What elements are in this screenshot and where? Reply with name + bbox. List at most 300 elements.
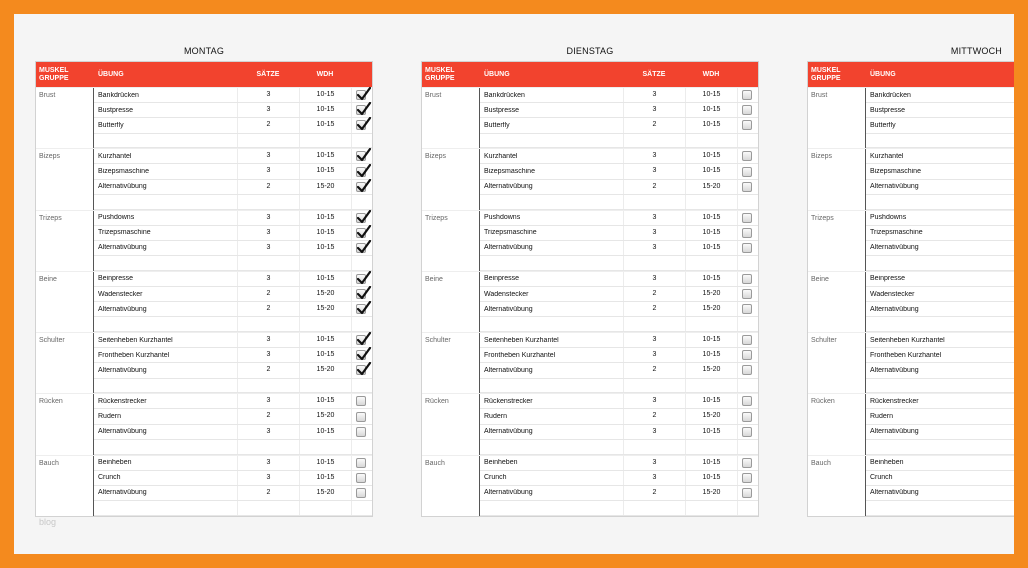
exercise-reps: 15-20: [299, 363, 351, 377]
spacer-row: [866, 317, 1014, 332]
exercise-name: Wadenstecker: [98, 290, 143, 298]
exercise-sets: 3: [623, 456, 685, 470]
header-exercise: ÜBUNG: [98, 71, 124, 78]
muscle-group: [36, 87, 372, 148]
exercise-name: Crunch: [870, 474, 893, 482]
muscle-group: [422, 210, 758, 271]
exercise-reps: 10-15: [685, 425, 737, 439]
exercise-reps: 10-15: [299, 394, 351, 408]
muscle-group-name: Brust: [36, 88, 94, 148]
watermark: blog: [39, 517, 57, 527]
exercise-row: [94, 287, 372, 302]
muscle-group: [808, 393, 1014, 454]
exercise-reps: 10-15: [299, 333, 351, 347]
exercise-sets: 3: [623, 164, 685, 178]
exercise-reps: 10-15: [299, 164, 351, 178]
day-dienstag: [421, 45, 759, 517]
done-checkbox-cell: [351, 272, 370, 286]
exercise-sets: 3: [237, 272, 299, 286]
done-checkbox-cell: [737, 333, 756, 347]
exercise-row: [94, 211, 372, 226]
muscle-group-name: Bizeps: [422, 149, 480, 209]
exercise-row: [94, 456, 372, 471]
exercise-row: [480, 226, 758, 241]
exercise-name: Seitenheben Kurzhantel: [98, 336, 173, 344]
done-checkbox[interactable]: [356, 182, 366, 192]
muscle-group-name: Rücken: [422, 394, 480, 454]
exercise-row: [866, 211, 1014, 226]
exercise-row: [480, 333, 758, 348]
exercise-reps: 10-15: [299, 118, 351, 132]
exercise-name: Alternativübung: [98, 305, 147, 313]
exercise-sets: 3: [237, 456, 299, 470]
done-checkbox-cell: [351, 241, 370, 255]
muscle-group: [36, 393, 372, 454]
exercise-name: Kurzhantel: [870, 152, 904, 160]
exercise-reps: 10-15: [685, 471, 737, 485]
spacer-row: [866, 501, 1014, 516]
exercise-sets: 3: [237, 211, 299, 225]
exercise-reps: 10-15: [685, 241, 737, 255]
exercise-row: [480, 272, 758, 287]
muscle-group: [808, 148, 1014, 209]
muscle-group-name: Trizeps: [808, 211, 866, 271]
done-checkbox[interactable]: [356, 396, 366, 406]
exercise-sets: 2: [623, 287, 685, 301]
done-checkbox[interactable]: [356, 120, 366, 130]
exercise-name: Trizepsmaschine: [870, 229, 923, 237]
exercise-reps: 10-15: [299, 348, 351, 362]
muscle-group-name: Trizeps: [422, 211, 480, 271]
done-checkbox-cell: [351, 211, 370, 225]
done-checkbox[interactable]: [356, 105, 366, 115]
exercise-sets: 3: [623, 241, 685, 255]
exercise-row: [94, 348, 372, 363]
spacer-row: [94, 256, 372, 271]
exercise-row: [866, 302, 1014, 317]
exercise-name: Alternativübung: [484, 183, 533, 191]
exercise-sets: 2: [237, 180, 299, 194]
exercise-reps: 10-15: [685, 456, 737, 470]
done-checkbox[interactable]: [356, 473, 366, 483]
done-checkbox-cell: [737, 471, 756, 485]
exercise-row: [480, 164, 758, 179]
done-checkbox[interactable]: [356, 458, 366, 468]
checkmark-icon: [357, 225, 371, 239]
spacer-row: [94, 134, 372, 149]
exercise-row: [480, 287, 758, 302]
muscle-group: [808, 332, 1014, 393]
exercise-name: Alternativübung: [870, 305, 919, 313]
day-title: MONTAG: [183, 46, 225, 56]
done-checkbox[interactable]: [356, 427, 366, 437]
exercise-name: Rudern: [870, 413, 893, 421]
exercise-sets: 2: [237, 287, 299, 301]
spacer-row: [94, 195, 372, 210]
spacer-row: [866, 256, 1014, 271]
done-checkbox[interactable]: [742, 289, 752, 299]
exercise-row: [94, 486, 372, 501]
done-checkbox-cell: [737, 409, 756, 423]
muscle-group-name: Brust: [422, 88, 480, 148]
exercise-reps: 10-15: [685, 118, 737, 132]
exercise-sets: 3: [623, 211, 685, 225]
exercise-row: [94, 103, 372, 118]
done-checkbox[interactable]: [742, 458, 752, 468]
exercise-reps: 15-20: [299, 302, 351, 316]
header-reps: WDH: [702, 71, 720, 78]
exercise-row: [866, 88, 1014, 103]
exercise-name: Butterfly: [870, 121, 896, 129]
muscle-group-name: Trizeps: [36, 211, 94, 271]
exercise-reps: 10-15: [299, 425, 351, 439]
done-checkbox-cell: [351, 471, 370, 485]
done-checkbox-cell: [737, 164, 756, 178]
exercise-reps: 15-20: [685, 363, 737, 377]
exercise-name: Kurzhantel: [98, 152, 132, 160]
done-checkbox[interactable]: [356, 289, 366, 299]
exercise-reps: 15-20: [299, 287, 351, 301]
exercise-row: [480, 394, 758, 409]
muscle-group-name: Bauch: [422, 456, 480, 516]
done-checkbox-cell: [351, 118, 370, 132]
exercise-row: [866, 103, 1014, 118]
exercise-name: Bustpresse: [98, 106, 134, 114]
spacer-row: [94, 317, 372, 332]
exercise-reps: 15-20: [685, 409, 737, 423]
exercise-name: Alternativübung: [484, 366, 533, 374]
exercise-name: Frontheben Kurzhantel: [870, 351, 942, 359]
muscle-group: [422, 455, 758, 516]
done-checkbox-cell: [351, 302, 370, 316]
muscle-group: [808, 210, 1014, 271]
done-checkbox[interactable]: [356, 274, 366, 284]
exercise-row: [866, 164, 1014, 179]
day-title: DIENSTAG: [566, 46, 614, 56]
exercise-name: Alternativübung: [98, 428, 147, 436]
spacer-row: [480, 317, 758, 332]
done-checkbox-cell: [737, 486, 756, 500]
exercise-row: [94, 164, 372, 179]
exercise-name: Beinheben: [870, 459, 904, 467]
done-checkbox-cell: [737, 149, 756, 163]
done-checkbox-cell: [351, 180, 370, 194]
exercise-row: [480, 241, 758, 256]
exercise-reps: 10-15: [299, 149, 351, 163]
exercise-reps: 10-15: [299, 272, 351, 286]
exercise-name: Beinheben: [484, 459, 518, 467]
done-checkbox[interactable]: [356, 90, 366, 100]
exercise-sets: 3: [237, 88, 299, 102]
done-checkbox-cell: [351, 287, 370, 301]
exercise-row: [866, 118, 1014, 133]
exercise-reps: 15-20: [685, 486, 737, 500]
muscle-group: [422, 332, 758, 393]
exercise-row: [94, 363, 372, 378]
exercise-name: Trizepsmaschine: [484, 229, 537, 237]
exercise-sets: 3: [237, 394, 299, 408]
exercise-sets: 3: [237, 103, 299, 117]
done-checkbox[interactable]: [742, 350, 752, 360]
exercise-row: [480, 302, 758, 317]
exercise-name: Pushdowns: [98, 214, 135, 222]
header-check: [351, 62, 370, 87]
spacer-row: [866, 379, 1014, 394]
done-checkbox[interactable]: [356, 213, 366, 223]
table-header: [36, 62, 372, 87]
exercise-reps: 10-15: [685, 211, 737, 225]
exercise-reps: 15-20: [299, 180, 351, 194]
exercise-row: [866, 409, 1014, 424]
checkmark-icon: [357, 240, 371, 254]
exercise-name: Rudern: [484, 413, 507, 421]
exercise-sets: 3: [237, 226, 299, 240]
header-reps: WDH: [316, 71, 334, 78]
exercise-sets: 2: [237, 409, 299, 423]
exercise-sets: 3: [237, 348, 299, 362]
muscle-group-name: Beine: [808, 272, 866, 332]
exercise-row: [480, 149, 758, 164]
exercise-row: [480, 456, 758, 471]
exercise-row: [866, 226, 1014, 241]
done-checkbox[interactable]: [742, 213, 752, 223]
done-checkbox[interactable]: [742, 488, 752, 498]
exercise-sets: 2: [237, 363, 299, 377]
exercise-reps: 10-15: [299, 471, 351, 485]
exercise-row: [94, 88, 372, 103]
exercise-row: [866, 180, 1014, 195]
exercise-name: Seitenheben Kurzhantel: [484, 336, 559, 344]
exercise-name: Butterfly: [484, 121, 510, 129]
done-checkbox[interactable]: [742, 335, 752, 345]
exercise-reps: 10-15: [299, 103, 351, 117]
exercise-row: [480, 88, 758, 103]
done-checkbox[interactable]: [356, 412, 366, 422]
done-checkbox[interactable]: [356, 167, 366, 177]
done-checkbox[interactable]: [356, 151, 366, 161]
exercise-row: [866, 363, 1014, 378]
exercise-name: Bizepsmaschine: [870, 168, 921, 176]
done-checkbox-cell: [737, 425, 756, 439]
checkmark-icon: [357, 347, 371, 361]
done-checkbox-cell: [351, 164, 370, 178]
exercise-name: Bizepsmaschine: [98, 168, 149, 176]
done-checkbox[interactable]: [742, 120, 752, 130]
page-canvas: [14, 14, 1014, 554]
exercise-row: [480, 486, 758, 501]
exercise-row: [94, 226, 372, 241]
checkmark-icon: [357, 179, 371, 193]
exercise-name: Beinheben: [98, 459, 132, 467]
spacer-row: [480, 440, 758, 455]
exercise-sets: 3: [623, 333, 685, 347]
exercise-reps: 10-15: [685, 103, 737, 117]
exercise-name: Beinpresse: [870, 275, 906, 283]
exercise-name: Alternativübung: [98, 366, 147, 374]
exercise-sets: 3: [623, 149, 685, 163]
done-checkbox-cell: [351, 486, 370, 500]
exercise-row: [480, 348, 758, 363]
spacer-row: [94, 440, 372, 455]
muscle-group-name: Bauch: [36, 456, 94, 516]
exercise-row: [866, 272, 1014, 287]
muscle-group-name: Beine: [422, 272, 480, 332]
checkmark-icon: [357, 271, 371, 285]
done-checkbox[interactable]: [742, 228, 752, 238]
exercise-name: Bustpresse: [484, 106, 520, 114]
muscle-group-name: Schulter: [422, 333, 480, 393]
exercise-row: [866, 333, 1014, 348]
exercise-row: [94, 333, 372, 348]
done-checkbox-cell: [351, 394, 370, 408]
exercise-sets: 2: [623, 180, 685, 194]
muscle-group-name: Rücken: [36, 394, 94, 454]
exercise-reps: 15-20: [299, 409, 351, 423]
exercise-reps: 10-15: [299, 88, 351, 102]
exercise-row: [866, 456, 1014, 471]
done-checkbox[interactable]: [742, 473, 752, 483]
done-checkbox-cell: [351, 363, 370, 377]
exercise-name: Rückenstrecker: [98, 397, 147, 405]
exercise-reps: 10-15: [685, 164, 737, 178]
done-checkbox[interactable]: [742, 105, 752, 115]
done-checkbox-cell: [737, 272, 756, 286]
day-title: MITTWOCH: [950, 46, 1002, 56]
exercise-row: [866, 425, 1014, 440]
day-montag: [35, 45, 373, 517]
done-checkbox[interactable]: [356, 365, 366, 375]
muscle-group: [422, 393, 758, 454]
muscle-group-name: Bauch: [808, 456, 866, 516]
done-checkbox[interactable]: [742, 151, 752, 161]
exercise-row: [94, 180, 372, 195]
exercise-name: Wadenstecker: [870, 290, 915, 298]
exercise-reps: 10-15: [299, 241, 351, 255]
exercise-sets: 3: [623, 394, 685, 408]
exercise-name: Alternativübung: [870, 244, 919, 252]
done-checkbox-cell: [351, 456, 370, 470]
exercise-row: [94, 471, 372, 486]
header-group: MUSKEL GRUPPE: [425, 66, 455, 82]
exercise-name: Alternativübung: [870, 183, 919, 191]
done-checkbox[interactable]: [742, 274, 752, 284]
done-checkbox[interactable]: [742, 304, 752, 314]
exercise-reps: 10-15: [685, 394, 737, 408]
done-checkbox-cell: [737, 456, 756, 470]
table-header: [808, 62, 1014, 87]
done-checkbox[interactable]: [742, 396, 752, 406]
exercise-sets: 3: [237, 241, 299, 255]
exercise-row: [480, 471, 758, 486]
exercise-name: Crunch: [484, 474, 507, 482]
exercise-reps: 10-15: [685, 226, 737, 240]
muscle-group-name: Schulter: [36, 333, 94, 393]
day-mittwoch: [807, 45, 1014, 517]
exercise-name: Alternativübung: [98, 183, 147, 191]
header-sets: SÄTZE: [642, 71, 666, 78]
spacer-row: [94, 501, 372, 516]
spacer-row: [480, 379, 758, 394]
exercise-name: Alternativübung: [484, 428, 533, 436]
exercise-name: Beinpresse: [484, 275, 520, 283]
exercise-sets: 3: [623, 103, 685, 117]
exercise-name: Frontheben Kurzhantel: [484, 351, 556, 359]
done-checkbox[interactable]: [356, 243, 366, 253]
done-checkbox[interactable]: [356, 304, 366, 314]
exercise-sets: 3: [237, 471, 299, 485]
spacer-row: [866, 134, 1014, 149]
done-checkbox-cell: [351, 226, 370, 240]
done-checkbox-cell: [737, 241, 756, 255]
done-checkbox-cell: [351, 348, 370, 362]
spacer-row: [480, 256, 758, 271]
exercise-row: [480, 118, 758, 133]
exercise-name: Rudern: [98, 413, 121, 421]
exercise-name: Trizepsmaschine: [98, 229, 151, 237]
exercise-sets: 2: [237, 118, 299, 132]
checkmark-icon: [357, 210, 371, 224]
done-checkbox-cell: [737, 180, 756, 194]
done-checkbox[interactable]: [356, 335, 366, 345]
done-checkbox[interactable]: [742, 412, 752, 422]
exercise-name: Butterfly: [98, 121, 124, 129]
done-checkbox[interactable]: [356, 488, 366, 498]
done-checkbox[interactable]: [742, 90, 752, 100]
exercise-row: [94, 409, 372, 424]
exercise-row: [94, 394, 372, 409]
exercise-sets: 2: [623, 302, 685, 316]
checkmark-icon: [357, 87, 371, 101]
done-checkbox[interactable]: [742, 182, 752, 192]
exercise-sets: 3: [237, 425, 299, 439]
exercise-reps: 10-15: [299, 456, 351, 470]
spacer-row: [480, 134, 758, 149]
exercise-reps: 15-20: [299, 486, 351, 500]
exercise-reps: 10-15: [299, 226, 351, 240]
exercise-name: Alternativübung: [98, 489, 147, 497]
muscle-group: [36, 332, 372, 393]
muscle-group: [422, 87, 758, 148]
exercise-row: [94, 241, 372, 256]
muscle-group-name: Schulter: [808, 333, 866, 393]
checkmark-icon: [357, 286, 371, 300]
done-checkbox-cell: [737, 226, 756, 240]
exercise-row: [866, 287, 1014, 302]
exercise-sets: 2: [623, 363, 685, 377]
done-checkbox[interactable]: [742, 243, 752, 253]
done-checkbox-cell: [737, 118, 756, 132]
exercise-sets: 2: [237, 486, 299, 500]
muscle-group-name: Bizeps: [808, 149, 866, 209]
exercise-name: Pushdowns: [484, 214, 521, 222]
checkmark-icon: [357, 102, 371, 116]
done-checkbox[interactable]: [742, 427, 752, 437]
done-checkbox-cell: [351, 103, 370, 117]
exercise-row: [480, 409, 758, 424]
exercise-sets: 3: [623, 471, 685, 485]
muscle-group: [422, 148, 758, 209]
exercise-sets: 3: [623, 226, 685, 240]
muscle-group: [808, 87, 1014, 148]
exercise-row: [866, 348, 1014, 363]
exercise-name: Alternativübung: [484, 305, 533, 313]
done-checkbox[interactable]: [742, 365, 752, 375]
exercise-row: [94, 118, 372, 133]
done-checkbox[interactable]: [356, 350, 366, 360]
done-checkbox[interactable]: [742, 167, 752, 177]
exercise-sets: 3: [623, 425, 685, 439]
done-checkbox[interactable]: [356, 228, 366, 238]
